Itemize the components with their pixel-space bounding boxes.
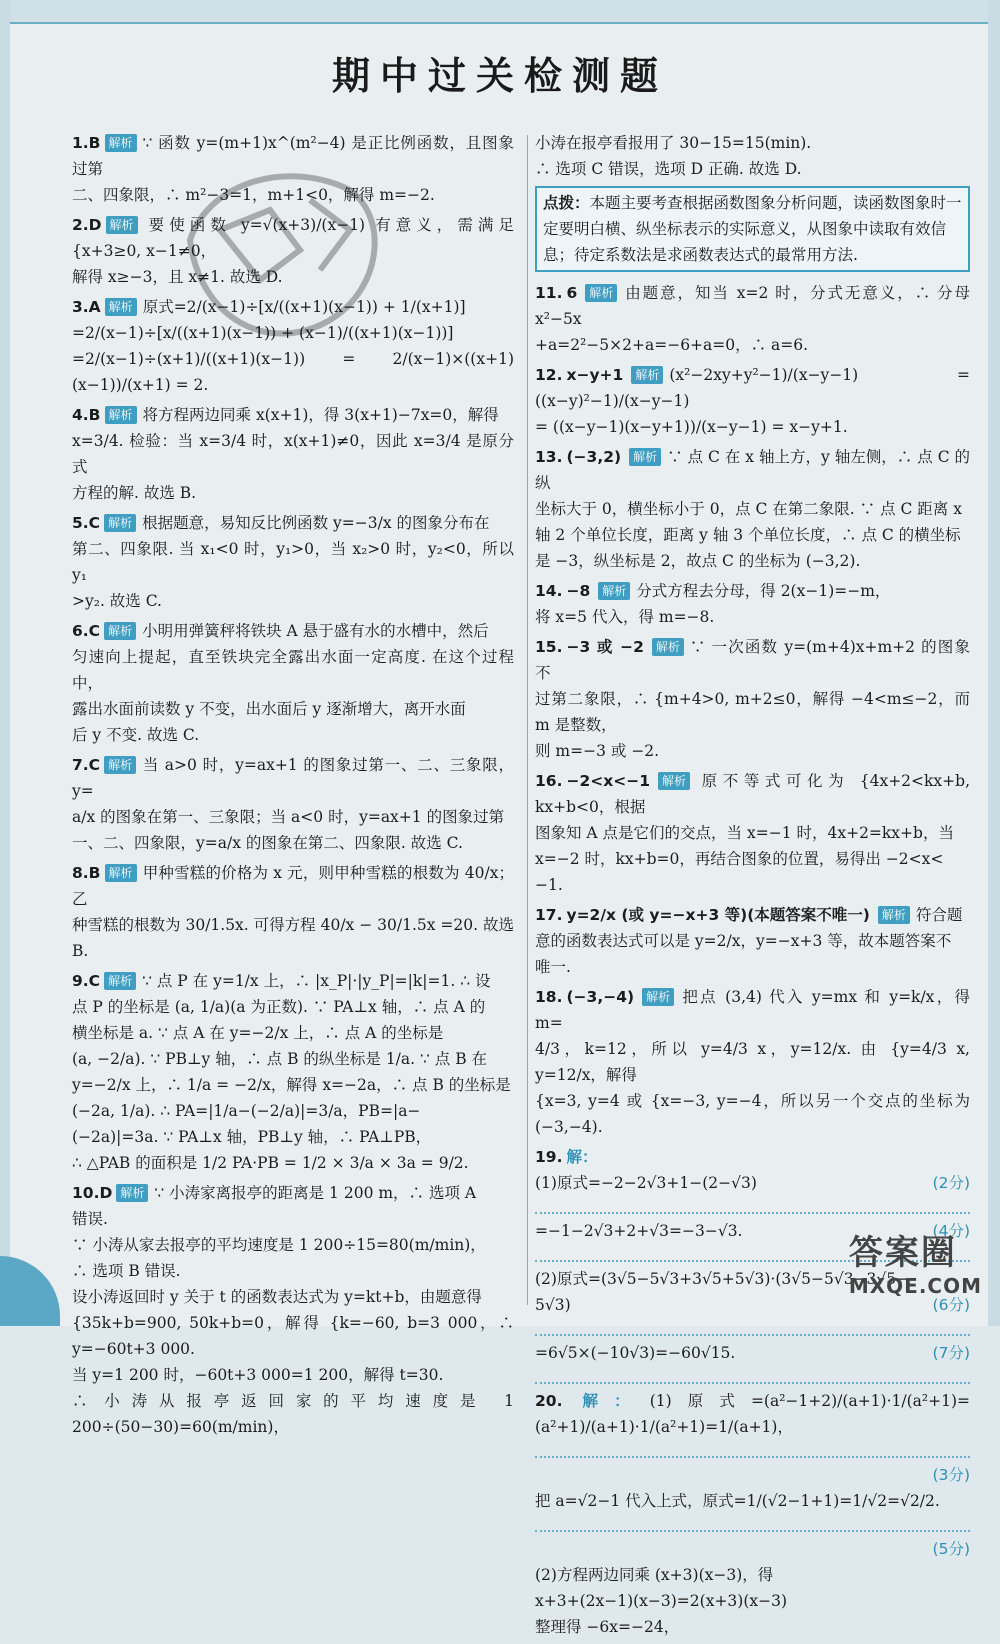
line-text: 点 P 的坐标是 (a, 1/a)(a 为正数). ∵ PA⊥x 轴，∴ 点 A 的 [72, 998, 486, 1016]
q10-continuation [535, 130, 970, 182]
question-number: 19. [535, 1148, 563, 1166]
text-line [535, 332, 970, 358]
text-line [72, 1362, 514, 1388]
line-text: 露出水面前读数 y 不变，出水面后 y 逐渐增大，离开水面 [72, 700, 466, 718]
text-line [72, 346, 514, 398]
line-text: −1. [535, 876, 563, 894]
text-line [72, 428, 514, 480]
analysis-tag: 解析 [105, 298, 137, 316]
line-text: 唯一. [535, 958, 571, 976]
text-line [535, 444, 970, 496]
analysis-tag: 解析 [878, 906, 910, 924]
line-text: ∵ 小涛从家去报亭的平均速度是 1 200÷15=80(m/min)， [72, 1236, 486, 1254]
line-text: ∵ 小涛家离报亭的距离是 1 200 m，∴ 选项 A [154, 1184, 477, 1202]
score-label: (5分) [932, 1540, 970, 1558]
text-line [535, 604, 970, 630]
corner-decoration [0, 1256, 60, 1326]
analysis-tag: 解析 [598, 582, 630, 600]
score-label: (7分) [932, 1344, 970, 1362]
text-line [535, 928, 970, 954]
question-number: 1.B [72, 134, 101, 152]
line-text: 要使函数 y=√(x+3)/(x−1) 有意义，需满足 {x+3≥0, x−1≠0， [72, 216, 514, 260]
question-8 [535, 984, 970, 1140]
question-number: 13. [535, 448, 563, 466]
line-text: x=3/4. 检验：当 x=3/4 时，x(x+1)≠0，因此 x=3/4 是原分式 [72, 432, 514, 476]
text-line [535, 1170, 970, 1196]
text-line [535, 1088, 970, 1140]
line-text: 当 a>0 时，y=ax+1 的图象过第一、二、三象限，y= [72, 756, 514, 800]
text-line [72, 1072, 514, 1098]
dotted-leader [535, 1368, 970, 1384]
left-page-edge [0, 0, 10, 1326]
analysis-tag: 解析 [104, 756, 136, 774]
analysis-tag: 解析 [105, 864, 137, 882]
answer: (−3,2) [566, 448, 622, 466]
answer: −8 [566, 582, 591, 600]
dotted-leader [535, 1198, 970, 1214]
line-text: 5√3) [535, 1296, 571, 1314]
question-number: 3.A [72, 298, 101, 316]
line-text: = ((x−y−1)(x−y+1))/(x−y−1) = x−y+1. [535, 418, 848, 436]
solve-label: 解： [566, 1148, 598, 1166]
text-line [535, 954, 970, 980]
question-number: 20. [535, 1392, 563, 1410]
text-line [72, 1284, 514, 1310]
tip-text: 本题主要考查根据函数图象分析问题，读函数图象时一定要明白横、纵坐标表示的实际意义，从图象中读取有效信息；待定系数法是求函数表达式的最常用方法. [543, 194, 962, 264]
line-text: ∵ 函数 y=(m+1)x^(m²−4) 是正比例函数，且图象过第 [72, 134, 514, 178]
line-text: +a=2²−5×2+a=−6+a=0，∴ a=6. [535, 336, 809, 354]
question-number: 14. [535, 582, 563, 600]
text-line [535, 414, 970, 440]
answer: −3 或 −2 [566, 638, 644, 656]
question-10 [72, 1180, 514, 1440]
line-text: 方程的解. 故选 B. [72, 484, 197, 502]
line-text: 根据题意，易知反比例函数 y=−3/x 的图象分布在 [142, 514, 490, 532]
right-page-edge [988, 0, 1000, 1326]
line-text: (2)原式=(3√5−5√3+3√5+5√3)·(3√5−5√3−3√5− [535, 1270, 910, 1288]
answer: y=2/x (或 y=−x+3 等)(本题答案不唯一) [566, 906, 870, 924]
line-text: {x=3, y=4 或 {x=−3, y=−4，所以另一个交点的坐标为 (−3,−4). [535, 1092, 970, 1136]
answer: −2<x<−1 [566, 772, 650, 790]
text-line [535, 634, 970, 686]
line-text: (a, −2/a). ∵ PB⊥y 轴，∴ 点 B 的纵坐标是 1/a. ∵ 点 B 在 [72, 1050, 488, 1068]
q20-line-1: (1)原式=(a²−1+2)/(a+1)·1/(a²+1)=(a²+1)/(a+1)·1/(a²+1)=1/(a+1)， [535, 1392, 970, 1436]
text-line [535, 872, 970, 898]
dotted-leader [535, 1442, 970, 1458]
line-text: 种雪糕的根数为 30/1.5x. 可得方程 40/x − 30/1.5x =20. 故选 B. [72, 916, 514, 960]
line-text: 匀速向上提起，直至铁块完全露出水面一定高度. 在这个过程中， [72, 648, 514, 692]
line-text: >y₂. 故选 C. [72, 592, 162, 610]
text-line [72, 588, 514, 614]
question-2 [72, 212, 514, 290]
tip-title: 点拨： [543, 194, 590, 212]
line-text: 符合题 [915, 906, 963, 924]
question-3 [72, 294, 514, 398]
analysis-tag: 解析 [658, 772, 690, 790]
score-label: (4分) [932, 1222, 970, 1240]
q20-line-4: x+3+(2x−1)(x−3)=2(x+3)(x−3) [535, 1592, 788, 1610]
line-text: 原式=2/(x−1)÷[x/((x+1)(x−1)) + 1/(x+1)] [142, 298, 466, 316]
text-line [72, 1258, 514, 1284]
question-number: 11. [535, 284, 563, 302]
logo-text: 答案圈 [848, 1233, 957, 1273]
line-text: =−1−2√3+2+√3=−3−√3. [535, 1222, 743, 1240]
text-line [535, 1340, 970, 1366]
line-text: 第二、四象限. 当 x₁<0 时，y₁>0，当 x₂>0 时，y₂<0，所以 y₁ [72, 540, 514, 584]
line-text: 将 x=5 代入，得 m=−8. [535, 608, 715, 626]
line-text: (x²−2xy+y²−1)/(x−y−1) = ((x−y)²−1)/(x−y−1) [535, 366, 970, 410]
question-number: 6.C [72, 622, 101, 640]
text-line: ∴ 选项 C 错误，选项 D 正确. 故选 D. [535, 160, 802, 178]
dotted-leader [535, 1320, 970, 1336]
line-text: 将方程两边同乘 x(x+1)，得 3(x+1)−7x=0，解得 [142, 406, 499, 424]
question-number: 10.D [72, 1184, 113, 1202]
text-line [72, 912, 514, 964]
line-text: 则 m=−3 或 −2. [535, 742, 660, 760]
line-text: 小明用弹簧秤将铁块 A 悬于盛有水的水槽中，然后 [142, 622, 489, 640]
question-7 [72, 752, 514, 856]
site-logo [849, 1225, 982, 1298]
text-line [535, 280, 970, 332]
analysis-tag: 解析 [104, 514, 136, 532]
question-5 [72, 510, 514, 614]
line-text: a/x 的图象在第一、三象限；当 a<0 时，y=ax+1 的图象过第 [72, 808, 505, 826]
line-text: ∵ 一次函数 y=(m+4)x+m+2 的图象不 [535, 638, 970, 682]
line-text: 当 y=1 200 时，−60t+3 000=1 200，解得 t=30. [72, 1366, 444, 1384]
right-column [535, 130, 970, 1644]
text-line [72, 696, 514, 722]
q20-line-3: (2)方程两边同乘 (x+3)(x−3)，得 [535, 1566, 774, 1584]
line-text: 二、四象限，∴ m²−3=1，m+1<0，解得 m=−2. [72, 186, 435, 204]
right-items [535, 280, 970, 1140]
question-1 [535, 280, 970, 358]
text-line [72, 860, 514, 912]
line-text: ∴ 选项 B 错误. [72, 1262, 181, 1280]
question-9 [72, 968, 514, 1176]
text-line [535, 984, 970, 1036]
q20-line-2: 把 a=√2−1 代入上式，原式=1/(√2−1+1)=1/√2=√2/2. [535, 1492, 940, 1510]
logo-url: MXQE.COM [848, 1274, 982, 1298]
text-line [72, 1388, 514, 1440]
question-number: 9.C [72, 972, 101, 990]
question-number: 18. [535, 988, 563, 1006]
text-line [535, 738, 970, 764]
text-line [535, 496, 970, 522]
answer: (−3,−4) [566, 988, 635, 1006]
question-6 [72, 618, 514, 748]
text-line [72, 644, 514, 696]
question-6 [535, 768, 970, 898]
score-label: (6分) [932, 1296, 970, 1314]
text-line: 小涛在报亭看报用了 30−15=15(min). [535, 134, 812, 152]
analysis-tag: 解析 [631, 366, 663, 384]
line-text: ∴ 小涛从报亭返回家的平均速度是 1 200÷(50−30)=60(m/min)， [72, 1392, 514, 1436]
question-4 [72, 402, 514, 506]
line-text: 过第二象限，∴ {m+4>0, m+2≤0，解得 −4<m≤−2，而 m 是整数， [535, 690, 970, 734]
answer: 6 [566, 284, 578, 302]
line-text: (−2a, 1/a). ∴ PA=|1/a−(−2/a)|=3/a，PB=|a− [72, 1102, 421, 1120]
line-text: 坐标大于 0，横坐标小于 0，点 C 在第二象限. ∵ 点 C 距离 x [535, 500, 962, 518]
line-text: y=−2/x 上，∴ 1/a = −2/x，解得 x=−2a，∴ 点 B 的坐标是 [72, 1076, 511, 1094]
question-2 [535, 362, 970, 440]
text-line [72, 618, 514, 644]
text-line [72, 510, 514, 536]
text-line [72, 1206, 514, 1232]
page-title: 期中过关检测题 [331, 54, 668, 98]
text-line [72, 536, 514, 588]
text-line [535, 768, 970, 820]
text-line [72, 130, 514, 182]
line-text: 原不等式可化为 {4x+2<kx+b, kx+b<0，根据 [535, 772, 970, 816]
top-band [0, 0, 1000, 24]
answer: x−y+1 [566, 366, 624, 384]
line-text: 设小涛返回时 y 关于 t 的函数表达式为 y=kt+b，由题意得 [72, 1288, 482, 1306]
line-text: 横坐标是 a. ∵ 点 A 在 y=−2/x 上，∴ 点 A 的坐标是 [72, 1024, 444, 1042]
line-text: (−2a)|=3a. ∵ PA⊥x 轴，PB⊥y 轴，∴ PA⊥PB， [72, 1128, 432, 1146]
text-line [535, 846, 970, 872]
solve-label: 解： [566, 1392, 646, 1410]
analysis-tag: 解析 [106, 216, 138, 234]
text-line [72, 1098, 514, 1124]
line-text: (1)原式=−2−2√3+1−(2−√3) [535, 1174, 757, 1192]
text-line [72, 1150, 514, 1176]
question-5 [535, 634, 970, 764]
text-line [535, 820, 970, 846]
line-text: ∴ △PAB 的面积是 1/2 PA·PB = 1/2 × 3/a × 3a = 9/2. [72, 1154, 469, 1172]
text-line [72, 320, 514, 346]
analysis-tag: 解析 [652, 638, 684, 656]
question-4 [535, 578, 970, 630]
dotted-leader [535, 1516, 970, 1532]
line-text: 后 y 不变. 故选 C. [72, 726, 200, 744]
question-number: 15. [535, 638, 563, 656]
line-text: 错误. [72, 1210, 108, 1228]
question-number: 17. [535, 906, 563, 924]
line-text: ∵ 点 P 在 y=1/x 上，∴ |x_P|·|y_P|=|k|=1. ∴ 设 [142, 972, 491, 990]
left-column [72, 130, 514, 1444]
line-text: 由题意，知当 x=2 时，分式无意义，∴ 分母 x²−5x [535, 284, 970, 328]
question-7 [535, 902, 970, 980]
line-text: ∵ 点 C 在 x 轴上方，y 轴左侧，∴ 点 C 的纵 [535, 448, 970, 492]
analysis-tag: 解析 [585, 284, 617, 302]
line-text: =2/(x−1)÷[x/((x+1)(x−1)) + (x−1)/((x+1)(x−1))] [72, 324, 454, 342]
analysis-tag: 解析 [104, 972, 136, 990]
line-text: =6√5×(−10√3)=−60√15. [535, 1344, 736, 1362]
text-line [72, 182, 514, 208]
question-number: 7.C [72, 756, 101, 774]
text-line [72, 212, 514, 264]
tip-box [535, 186, 970, 272]
text-line [72, 1020, 514, 1046]
analysis-tag: 解析 [104, 622, 136, 640]
score-label: (3分) [932, 1466, 970, 1484]
text-line [72, 480, 514, 506]
text-line [72, 402, 514, 428]
line-text: 把点 (3,4) 代入 y=mx 和 y=k/x，得 m= [535, 988, 970, 1032]
analysis-tag: 解析 [642, 988, 674, 1006]
column-divider [527, 135, 528, 1305]
text-line [72, 752, 514, 804]
score-label: (2分) [932, 1174, 970, 1192]
question-number: 2.D [72, 216, 102, 234]
text-line [72, 1124, 514, 1150]
text-line [72, 294, 514, 320]
line-text: 轴 2 个单位长度，距离 y 轴 3 个单位长度，∴ 点 C 的横坐标 [535, 526, 961, 544]
line-text: x=−2 时，kx+b=0，再结合图象的位置，易得出 −2<x< [535, 850, 944, 868]
line-text: =2/(x−1)÷(x+1)/((x+1)(x−1)) = 2/(x−1)×((x+1)(x−1))/(x+1) = 2. [72, 350, 514, 394]
line-text: 是 −3，纵坐标是 2，故点 C 的坐标为 (−3,2). [535, 552, 861, 570]
analysis-tag: 解析 [116, 1184, 148, 1202]
question-number: 4.B [72, 406, 101, 424]
line-text: 图象知 A 点是它们的交点，当 x=−1 时，4x+2=kx+b，当 [535, 824, 954, 842]
question-8 [72, 860, 514, 964]
line-text: 一、二、四象限，y=a/x 的图象在第二、四象限. 故选 C. [72, 834, 463, 852]
question-number: 8.B [72, 864, 101, 882]
text-line [535, 522, 970, 548]
text-line [535, 362, 970, 414]
text-line [72, 1180, 514, 1206]
analysis-tag: 解析 [105, 406, 137, 424]
text-line [535, 686, 970, 738]
line-text: 4/3，k=12，所以 y=4/3 x，y=12/x. 由 {y=4/3 x, y=12/x，解得 [535, 1040, 970, 1084]
text-line [72, 1046, 514, 1072]
text-line [72, 994, 514, 1020]
question-3 [535, 444, 970, 574]
question-20 [535, 1388, 970, 1640]
line-text: 分式方程去分母，得 2(x−1)=−m， [636, 582, 891, 600]
text-line [72, 264, 514, 290]
question-1 [72, 130, 514, 208]
question-number: 5.C [72, 514, 101, 532]
analysis-tag: 解析 [629, 448, 661, 466]
text-line [72, 1310, 514, 1362]
text-line [72, 804, 514, 830]
text-line [72, 968, 514, 994]
line-text: 甲种雪糕的价格为 x 元，则甲种雪糕的根数为 40/x；乙 [72, 864, 514, 908]
text-line [72, 722, 514, 748]
line-text: 意的函数表达式可以是 y=2/x，y=−x+3 等，故本题答案不 [535, 932, 952, 950]
question-number: 16. [535, 772, 563, 790]
q20-line-5: 整理得 −6x=−24， [535, 1618, 680, 1636]
line-text: 解得 x≥−3，且 x≠1. 故选 D. [72, 268, 283, 286]
text-line [72, 830, 514, 856]
text-line [535, 578, 970, 604]
text-line [535, 1036, 970, 1088]
question-number: 12. [535, 366, 563, 384]
text-line [535, 902, 970, 928]
line-text: {35k+b=900, 50k+b=0，解得 {k=−60, b=3 000，∴ y=−60t+3 000. [72, 1314, 514, 1358]
text-line [535, 548, 970, 574]
text-line [72, 1232, 514, 1258]
analysis-tag: 解析 [105, 134, 137, 152]
